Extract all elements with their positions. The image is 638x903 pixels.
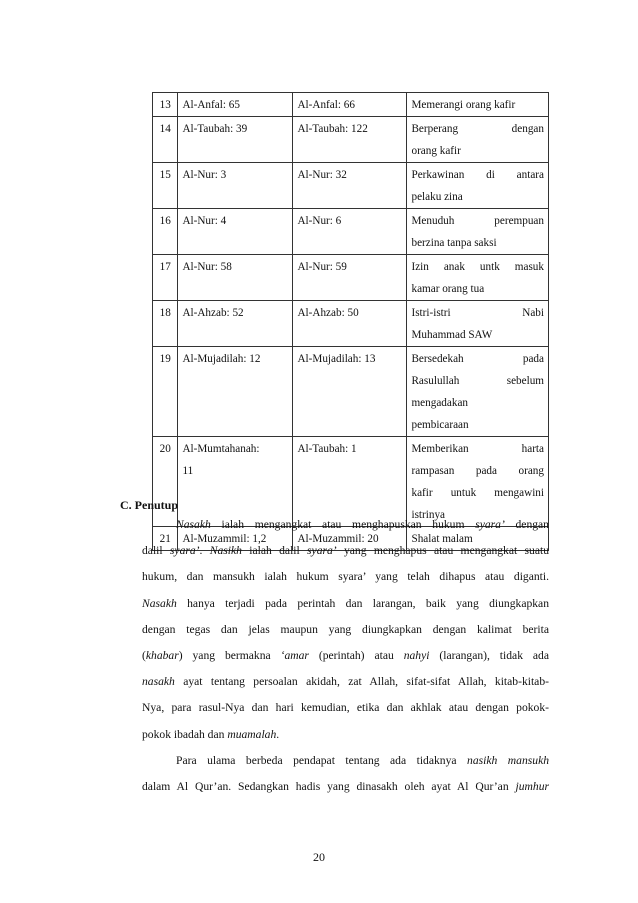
topic <box>407 347 549 437</box>
text: . <box>276 727 280 741</box>
topic-line: rampasan pada orang <box>411 465 544 477</box>
topic-line: orang kafir <box>411 145 461 157</box>
text: (perintah) atau <box>308 649 404 663</box>
mansukh-verse-text: Al-Ahzab: 52 <box>182 307 244 319</box>
table-row <box>153 301 549 347</box>
nasikh-verse: Al-Taubah: 122 <box>293 117 407 163</box>
mansukh-verse-text: Al-Nur: 3 <box>182 169 227 181</box>
p2-line-2 <box>142 774 549 800</box>
p1-line-9 <box>142 722 549 748</box>
mansukh-verse-text: Al-Nur: 4 <box>182 215 227 227</box>
text: (larangan), tidak ada <box>429 649 549 663</box>
table-row <box>153 93 549 117</box>
topic-line: Istri-istri Nabi <box>411 307 544 319</box>
topic <box>407 209 549 255</box>
mansukh-verse <box>178 93 293 117</box>
p2-line-1 <box>142 748 549 774</box>
page-number: 20 <box>313 850 325 864</box>
nasikh-verse: Al-Ahzab: 50 <box>293 301 407 347</box>
topic-line: mengadakan <box>411 397 469 409</box>
p1-line-3: hukum, dan mansukh ialah hukum syara’ yang telah dihapus atau diganti. <box>142 570 549 584</box>
topic <box>407 163 549 209</box>
topic-line: Izin anak untk masuk <box>411 261 544 273</box>
italic-term: nasakh <box>142 675 175 689</box>
topic-line: Berperang dengan <box>411 123 544 135</box>
table-row <box>153 255 549 301</box>
nasikh-verse: Al-Mujadilah: 13 <box>293 347 407 437</box>
mansukh-verse <box>178 209 293 255</box>
italic-term: Nasakh <box>176 518 211 531</box>
row-number: 21 <box>153 527 178 551</box>
row-number: 18 <box>153 301 178 347</box>
p1-line-2 <box>142 538 549 564</box>
topic-line: Muhammad SAW <box>411 329 493 341</box>
italic-term: muamalah <box>227 727 277 741</box>
text: ialah mengangkat atau menghapuskan hukum <box>210 518 476 531</box>
section-heading: C. Penutup <box>120 498 179 512</box>
topic-line: istrinya <box>411 509 446 521</box>
text: Para ulama berbeda pendapat tentang ada tidaknya <box>176 753 468 767</box>
row-number: 20 <box>153 437 178 527</box>
topic-line: pelaku zina <box>411 191 463 203</box>
topic <box>407 255 549 301</box>
text: ialah dalil <box>241 544 308 558</box>
topic-line: kafir untuk mengawini <box>411 487 544 499</box>
text: dalam Al Qur’an. Sedangkan hadis yang dinasakh oleh ayat Al Qur’an <box>142 780 516 794</box>
text: dalil <box>142 544 170 558</box>
row-number: 13 <box>153 93 178 117</box>
nasikh-verse: Al-Nur: 32 <box>293 163 407 209</box>
p1-line-7 <box>142 669 549 695</box>
topic <box>407 301 549 347</box>
mansukh-verse <box>178 255 293 301</box>
table-row <box>153 163 549 209</box>
italic-term: syara’ <box>475 518 505 531</box>
section-body <box>142 512 549 800</box>
topic-line: kamar orang tua <box>411 283 485 295</box>
paragraph-2-cont <box>142 774 549 800</box>
topic-line: Memerangi orang kafir <box>411 99 516 111</box>
topic-line: pembicaraan <box>411 419 469 431</box>
row-number: 16 <box>153 209 178 255</box>
topic-line: berzina tanpa saksi <box>411 237 497 249</box>
p1-line-6 <box>142 643 549 669</box>
paragraph-1 <box>142 512 549 538</box>
topic-line: Perkawinan di antara <box>411 169 544 181</box>
mansukh-verse <box>178 163 293 209</box>
topic-line: Memberikan harta <box>411 443 544 455</box>
topic-line: Bersedekah pada <box>411 353 544 365</box>
paragraph-2 <box>142 748 549 774</box>
italic-term: ‘amar <box>280 649 309 663</box>
topic-line: Menuduh perempuan <box>411 215 544 227</box>
row-number: 17 <box>153 255 178 301</box>
topic <box>407 93 549 117</box>
nasikh-verse: Al-Muzammil: 20 <box>293 527 407 551</box>
nasikh-verse: Al-Nur: 59 <box>293 255 407 301</box>
text: dengan <box>504 518 549 531</box>
nasakh-table <box>152 92 549 551</box>
italic-term: nasikh mansukh <box>467 753 550 767</box>
italic-term: syara’ <box>169 544 200 558</box>
topic-line: Rasulullah sebelum <box>411 375 544 387</box>
text: . <box>199 544 210 558</box>
text: ) yang bermakna <box>178 649 281 663</box>
paragraph-1-cont <box>142 538 549 748</box>
text: ( <box>142 649 146 663</box>
p1-line-1 <box>142 512 549 538</box>
table-body <box>153 93 549 551</box>
text: pokok ibadah dan <box>142 727 228 741</box>
mansukh-verse-text: Al-Muzammil: 1,2 <box>182 533 267 545</box>
text: yang menghapus atau mengangkat suatu <box>336 544 549 558</box>
topic-line: Shalat malam <box>411 533 473 545</box>
p1-line-8: Nya, para rasul-Nya dan hari kemudian, etika dan akhlak atau dengan pokok- <box>142 701 549 715</box>
italic-term: syara’ <box>307 544 337 558</box>
table-row <box>153 347 549 437</box>
p1-line-5: dengan tegas dan jelas maupun yang diungkapkan dengan kalimat berita <box>142 622 549 636</box>
nasikh-verse: Al-Anfal: 66 <box>293 93 407 117</box>
mansukh-verse-text-cont: 11 <box>182 465 194 477</box>
nasikh-verse: Al-Taubah: 1 <box>293 437 407 527</box>
mansukh-verse <box>178 347 293 437</box>
table-row <box>153 209 549 255</box>
table-row <box>153 117 549 163</box>
italic-term: Nasikh <box>209 544 242 558</box>
mansukh-verse-text: Al-Anfal: 65 <box>182 99 240 111</box>
nasikh-verse: Al-Nur: 6 <box>293 209 407 255</box>
mansukh-verse-text: Al-Nur: 58 <box>182 261 232 273</box>
mansukh-verse-text: Al-Mujadilah: 12 <box>182 353 261 365</box>
mansukh-verse <box>178 117 293 163</box>
text: ayat tentang persoalan akidah, zat Allah, sifat-sifat Allah, kitab-kitab- <box>174 675 549 689</box>
italic-term: Nasakh <box>142 596 177 610</box>
row-number: 14 <box>153 117 178 163</box>
italic-term: khabar <box>145 649 179 663</box>
mansukh-verse-text: Al-Taubah: 39 <box>182 123 248 135</box>
text: hanya terjadi pada perintah dan larangan, baik yang diungkapkan <box>176 596 549 610</box>
topic <box>407 117 549 163</box>
italic-term: jumhur <box>515 780 549 794</box>
row-number: 15 <box>153 163 178 209</box>
p1-line-4 <box>142 591 549 617</box>
row-number: 19 <box>153 347 178 437</box>
mansukh-verse-text: Al-Mumtahanah: <box>182 443 260 455</box>
italic-term: nahyi <box>403 649 430 663</box>
mansukh-verse <box>178 301 293 347</box>
